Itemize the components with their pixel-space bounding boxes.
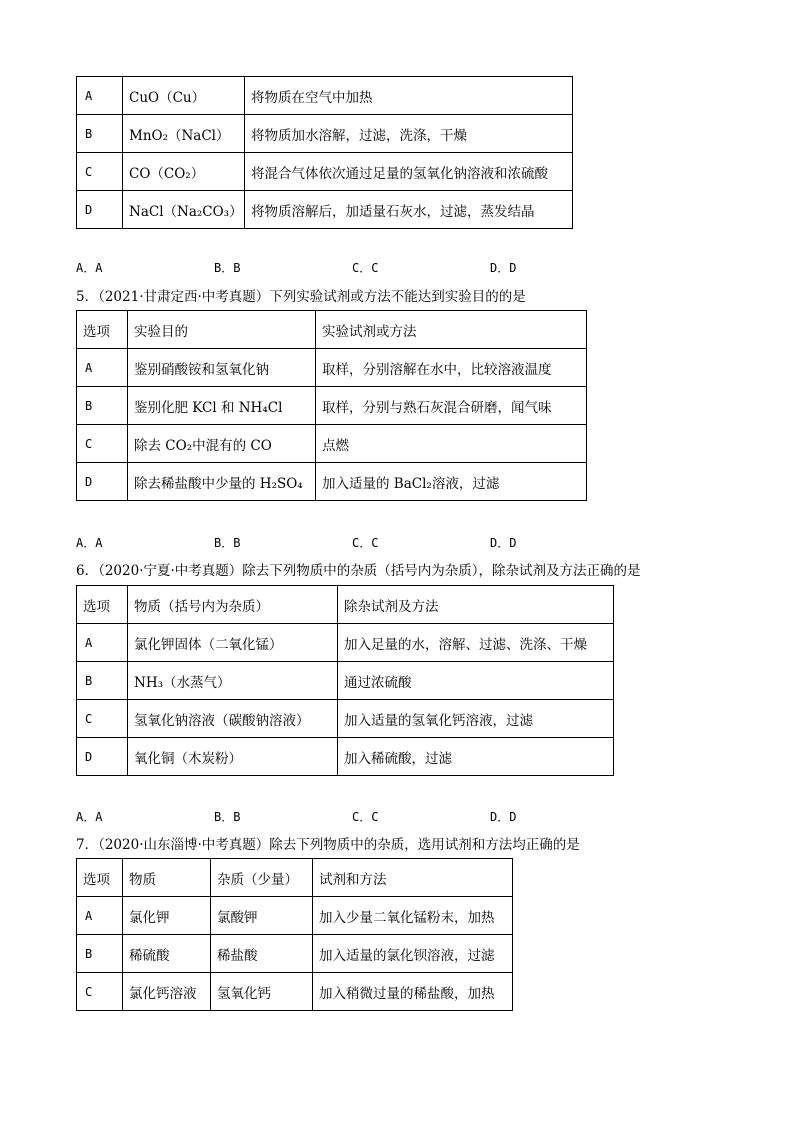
option-a[interactable]: A．A: [76, 261, 103, 275]
row-impurity: 氯酸钾: [211, 897, 313, 935]
row-key: B: [77, 115, 123, 153]
row-method: 加入稀硫酸，过滤: [338, 738, 614, 776]
table-row: [77, 387, 587, 425]
table-header-row: [77, 311, 587, 349]
row-key: A: [77, 624, 128, 662]
row-method: 加入适量的氯化钡溶液，过滤: [313, 935, 513, 973]
option-c[interactable]: C．C: [352, 810, 379, 824]
row-goal: 鉴别化肥 KCl 和 NH₄Cl: [128, 387, 316, 425]
row-substance: MnO₂（NaCl）: [123, 115, 245, 153]
row-goal: 除去稀盐酸中少量的 H₂SO₄: [128, 463, 316, 501]
option-c[interactable]: C．C: [352, 261, 379, 275]
header-method: 试剂和方法: [313, 859, 513, 897]
row-key: C: [77, 973, 123, 1011]
question-7-title: 7．（2020·山东淄博·中考真题）除去下列物质中的杂质，选用试剂和方法均正确的是: [76, 837, 580, 853]
row-key: C: [77, 153, 123, 191]
row-substance: CO（CO₂）: [123, 153, 245, 191]
row-method: 加入适量的 BaCl₂溶液，过滤: [316, 463, 587, 501]
row-key: D: [77, 463, 128, 501]
header-option: 选项: [77, 859, 123, 897]
row-method: 加入稍微过量的稀盐酸，加热: [313, 973, 513, 1011]
option-d[interactable]: D．D: [490, 810, 517, 824]
table-row: [77, 463, 587, 501]
option-d[interactable]: D．D: [490, 536, 517, 550]
row-key: B: [77, 387, 128, 425]
row-key: A: [77, 897, 123, 935]
table-row: [77, 77, 573, 115]
row-method: 加入适量的氢氧化钙溶液，过滤: [338, 700, 614, 738]
question-5-title: 5．（2021·甘肃定西·中考真题）下列实验试剂或方法不能达到实验目的的是: [76, 289, 526, 305]
row-impurity: 氢氧化钙: [211, 973, 313, 1011]
table-q6: [76, 585, 614, 776]
option-b[interactable]: B．B: [214, 536, 241, 550]
table-row: [77, 349, 587, 387]
row-method: 点燃: [316, 425, 587, 463]
table-row: [77, 115, 573, 153]
row-method: 将物质溶解后，加适量石灰水，过滤，蒸发结晶: [245, 191, 573, 229]
table-row: [77, 738, 614, 776]
row-substance: NaCl（Na₂CO₃）: [123, 191, 245, 229]
row-key: B: [77, 662, 128, 700]
row-method: 取样，分别与熟石灰混合研磨，闻气味: [316, 387, 587, 425]
table-row: [77, 973, 513, 1011]
header-method: 实验试剂或方法: [316, 311, 587, 349]
option-b[interactable]: B．B: [214, 261, 241, 275]
row-substance: 氯化钾固体（二氧化锰）: [128, 624, 338, 662]
row-key: A: [77, 77, 123, 115]
row-method: 将物质在空气中加热: [245, 77, 573, 115]
row-key: B: [77, 935, 123, 973]
option-a[interactable]: A．A: [76, 810, 103, 824]
row-method: 将混合气体依次通过足量的氢氧化钠溶液和浓硫酸: [245, 153, 573, 191]
row-method: 加入足量的水，溶解、过滤、洗涤、干燥: [338, 624, 614, 662]
question-6-title: 6．（2020·宁夏·中考真题）除去下列物质中的杂质（括号内为杂质），除杂试剂及方法正确的是: [76, 563, 641, 579]
row-key: D: [77, 738, 128, 776]
row-substance: 氯化钾: [123, 897, 211, 935]
table-row: [77, 153, 573, 191]
table-row: [77, 700, 614, 738]
table-row: [77, 935, 513, 973]
row-method: 取样，分别溶解在水中，比较溶液温度: [316, 349, 587, 387]
table-header-row: [77, 859, 513, 897]
header-substance: 物质（括号内为杂质）: [128, 586, 338, 624]
table-row: [77, 624, 614, 662]
table-row: [77, 425, 587, 463]
row-key: C: [77, 700, 128, 738]
header-option: 选项: [77, 311, 128, 349]
row-method: 通过浓硫酸: [338, 662, 614, 700]
row-substance: 氧化铜（木炭粉）: [128, 738, 338, 776]
row-impurity: 稀盐酸: [211, 935, 313, 973]
row-key: A: [77, 349, 128, 387]
option-c[interactable]: C．C: [352, 536, 379, 550]
header-method: 除杂试剂及方法: [338, 586, 614, 624]
header-substance: 物质: [123, 859, 211, 897]
header-impurity: 杂质（少量）: [211, 859, 313, 897]
row-method: 将物质加水溶解，过滤，洗涤，干燥: [245, 115, 573, 153]
table-row: [77, 897, 513, 935]
option-a[interactable]: A．A: [76, 536, 103, 550]
table-row: [77, 191, 573, 229]
row-substance: 稀硫酸: [123, 935, 211, 973]
table-q4: [76, 76, 573, 229]
row-substance: CuO（Cu）: [123, 77, 245, 115]
row-key: C: [77, 425, 128, 463]
table-q7: [76, 858, 513, 1011]
option-d[interactable]: D．D: [490, 261, 517, 275]
header-goal: 实验目的: [128, 311, 316, 349]
header-option: 选项: [77, 586, 128, 624]
table-q5: [76, 310, 587, 501]
option-b[interactable]: B．B: [214, 810, 241, 824]
row-substance: 氢氧化钠溶液（碳酸钠溶液）: [128, 700, 338, 738]
row-key: D: [77, 191, 123, 229]
table-header-row: [77, 586, 614, 624]
row-substance: 氯化钙溶液: [123, 973, 211, 1011]
row-goal: 鉴别硝酸铵和氢氧化钠: [128, 349, 316, 387]
row-substance: NH₃（水蒸气）: [128, 662, 338, 700]
row-goal: 除去 CO₂中混有的 CO: [128, 425, 316, 463]
table-row: [77, 662, 614, 700]
row-method: 加入少量二氧化锰粉末，加热: [313, 897, 513, 935]
